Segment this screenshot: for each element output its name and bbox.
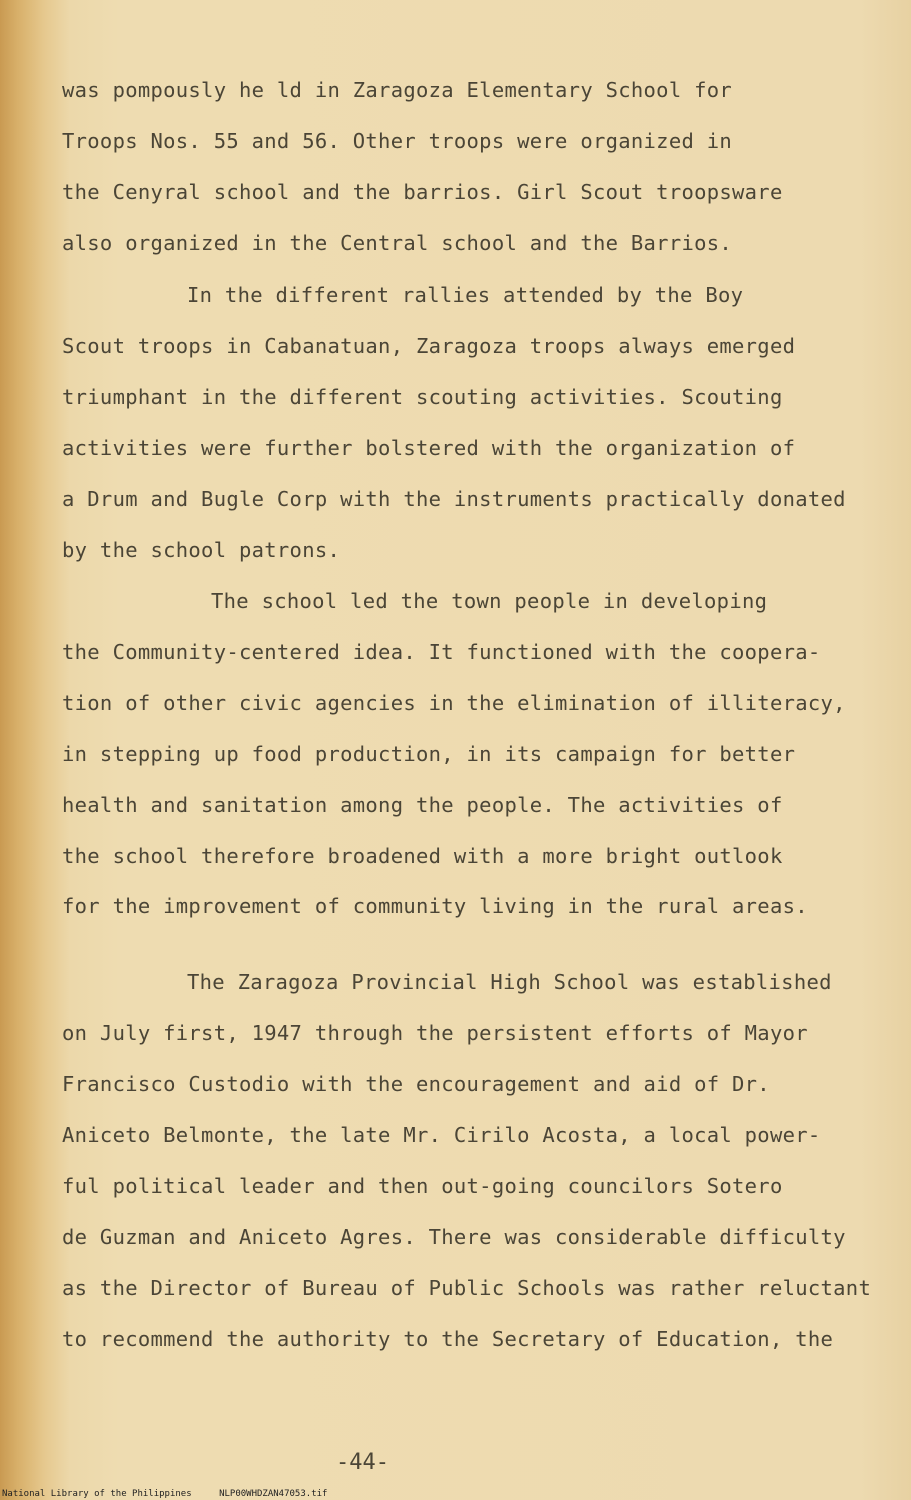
text-line: ful political leader and then out-going councilors Sotero [62, 1174, 783, 1198]
text-line: The school led the town people in developing [211, 589, 768, 613]
text-line: de Guzman and Aniceto Agres. There was considerable difficulty [62, 1225, 846, 1249]
footer-file-name: NLP00WHDZAN47053.tif [219, 1489, 328, 1499]
text-line: the Community-centered idea. It functioned with the coopera- [62, 640, 821, 664]
text-line: Francisco Custodio with the encouragement and aid of Dr. [62, 1072, 770, 1096]
text-line: Troops Nos. 55 and 56. Other troops were organized in [62, 129, 733, 153]
scan-footer [2, 1489, 349, 1499]
text-line: for the improvement of community living in the rural areas. [62, 894, 808, 918]
text-line: by the school patrons. [62, 538, 341, 562]
text-line: Aniceto Belmonte, the late Mr. Cirilo Acosta, a local power- [62, 1123, 821, 1147]
text-line: the Cenyral school and the barrios. Girl Scout troopsware [62, 180, 783, 204]
text-line: to recommend the authority to the Secretary of Education, the [62, 1327, 834, 1351]
text-line: a Drum and Bugle Corp with the instruments practically donated [62, 487, 846, 511]
text-line: Scout troops in Cabanatuan, Zaragoza troops always emerged [62, 334, 796, 358]
text-line: triumphant in the different scouting activities. Scouting [62, 385, 783, 409]
text-line: the school therefore broadened with a more bright outlook [62, 844, 783, 868]
text-line: on July first, 1947 through the persistent efforts of Mayor [62, 1021, 808, 1045]
text-line: as the Director of Bureau of Public Schools was rather reluctant [62, 1276, 872, 1300]
footer-institution: National Library of the Philippines [2, 1489, 192, 1499]
text-line: was pompously he ld in Zaragoza Elementary School for [62, 78, 733, 102]
page-number: -44- [336, 1450, 389, 1475]
text-line: health and sanitation among the people. The activities of [62, 793, 783, 817]
text-line: in stepping up food production, in its campaign for better [62, 742, 796, 766]
text-line: also organized in the Central school and the Barrios. [62, 231, 733, 255]
text-line: activities were further bolstered with the organization of [62, 436, 796, 460]
text-line: In the different rallies attended by the Boy [187, 283, 744, 307]
text-line: tion of other civic agencies in the elimination of illiteracy, [62, 691, 846, 715]
text-line: The Zaragoza Provincial High School was established [187, 970, 832, 994]
